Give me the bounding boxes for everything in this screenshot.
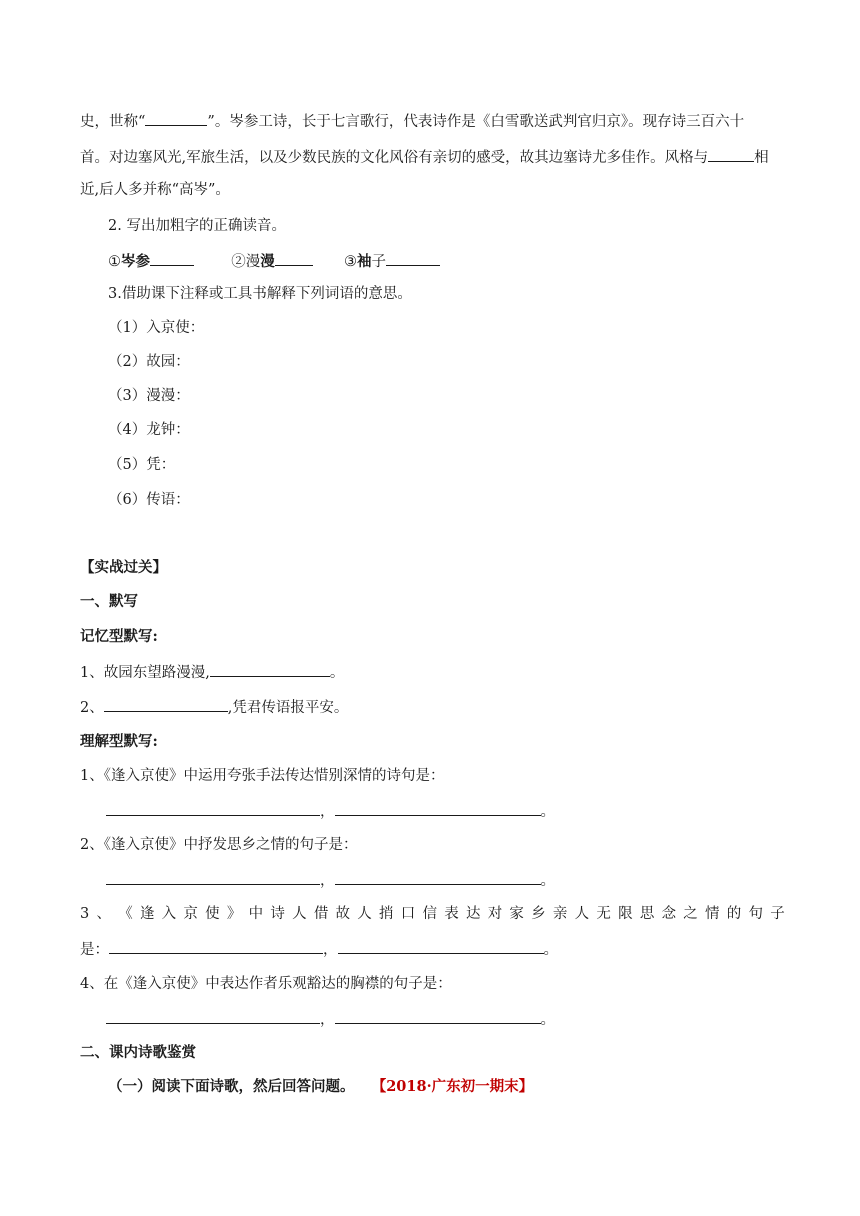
answer-line: [80, 800, 555, 822]
q3-item: （5）凭：: [108, 457, 176, 473]
separator: 。: [540, 1012, 555, 1028]
spread-char: 限: [618, 906, 633, 922]
spread-char: 人: [357, 906, 372, 922]
answer-blank[interactable]: [275, 250, 313, 266]
spread-char: 对: [487, 906, 503, 922]
answer-blank[interactable]: [386, 250, 440, 266]
separator: 。: [540, 873, 555, 889]
section-dictation: 一、默写: [80, 593, 138, 610]
question-2-items: [108, 250, 440, 272]
memory-text: 1、故园东望路漫漫,: [80, 665, 210, 681]
answer-blank[interactable]: [104, 696, 228, 712]
understanding-item-4: 4、在《逢入京使》中表达作者乐观豁达的胸襟的句子是：: [80, 976, 452, 992]
bold-char: 袖: [356, 253, 372, 270]
intro-text: 史，世称“: [80, 114, 146, 130]
spread-char: 信: [422, 906, 437, 922]
understanding-dictation-title: 理解型默写:: [80, 733, 158, 750]
spread-char: 人: [292, 906, 307, 922]
intro-text: 首。对边塞风光,军旅生活，以及少数民族的文化风俗有亲切的感受，故其边塞诗尤多佳作。风格与: [80, 150, 709, 166]
spread-char: 情: [705, 906, 720, 922]
intro-text: 相: [754, 150, 769, 166]
spread-char: 《: [118, 906, 133, 922]
spread-char: 故: [335, 906, 351, 922]
intro-line-1: [80, 110, 744, 132]
spread-char: 3: [80, 906, 90, 922]
spread-char: 逢: [139, 906, 155, 922]
spread-char: 口: [400, 906, 416, 922]
answer-line: [80, 938, 558, 960]
spread-char: 之: [683, 906, 698, 922]
spread-char: 思: [639, 906, 655, 922]
answer-blank[interactable]: [106, 1008, 320, 1024]
q3-item: （3）漫漫：: [108, 388, 190, 404]
practice-header: 【实战过关】: [80, 559, 167, 576]
source-tag: 【2018·广东初一期末】: [371, 1078, 534, 1095]
spread-char: 家: [509, 906, 524, 922]
spread-char: 人: [574, 906, 590, 922]
spread-char: 借: [313, 906, 329, 922]
spread-char: 使: [205, 906, 220, 922]
understanding-item-1: 1、《逢入京使》中运用夸张手法传达惜别深情的诗句是：: [80, 768, 445, 784]
prefix-text: 是：: [80, 942, 109, 958]
intro-line-2: [80, 146, 769, 168]
reading-instruction: [108, 1077, 533, 1097]
spread-char: 中: [248, 906, 264, 922]
spread-char: 句: [748, 906, 763, 922]
answer-blank[interactable]: [338, 938, 544, 954]
separator: ，: [320, 1012, 335, 1028]
section-poetry-appreciation: 二、课内诗歌鉴赏: [80, 1044, 196, 1061]
plain-char: 子: [371, 254, 386, 270]
spread-char: 乡: [531, 906, 546, 922]
answer-blank[interactable]: [106, 869, 320, 885]
memory-item-1: [80, 661, 344, 683]
separator: 。: [543, 942, 558, 958]
spread-char: 京: [183, 906, 198, 922]
answer-blank[interactable]: [106, 800, 320, 816]
bold-char: 岑参: [121, 253, 150, 270]
separator: ，: [320, 873, 335, 889]
answer-blank[interactable]: [109, 938, 323, 954]
answer-line: [80, 869, 555, 891]
answer-blank[interactable]: [210, 661, 330, 677]
plain-char: 漫: [245, 254, 261, 270]
question-3-title: 3.借助课下注释或工具书解释下列词语的意思。: [108, 286, 412, 302]
spread-char: 、: [96, 906, 111, 922]
separator: 。: [540, 804, 555, 820]
understanding-item-3: [80, 904, 785, 924]
spread-char: 亲: [552, 906, 568, 922]
question-2-title: 2. 写出加粗字的正确读音。: [108, 218, 286, 234]
q3-item: （1）入京使：: [108, 320, 205, 336]
spread-char: 表: [444, 906, 459, 922]
reading-text: （一）阅读下面诗歌，然后回答问题。: [108, 1078, 355, 1095]
spread-char: 入: [161, 906, 177, 922]
spread-char: 念: [661, 906, 677, 922]
understanding-item-2: 2、《逢入京使》中抒发思乡之情的句子是：: [80, 837, 358, 853]
intro-text: ”。岑参工诗，长于七言歌行，代表诗作是《白雪歌送武判官归京》。现存诗三百六十: [207, 114, 745, 130]
item-number: ①: [108, 254, 121, 270]
spread-char: 达: [465, 906, 481, 922]
memory-text: ,凭君传语报平安。: [227, 700, 349, 716]
bold-char: 漫: [260, 253, 275, 270]
answer-line: [80, 1008, 555, 1030]
memory-dictation-title: 记忆型默写:: [80, 628, 158, 645]
spread-char: 子: [770, 906, 785, 922]
answer-blank[interactable]: [335, 1008, 541, 1024]
spread-char: 无: [596, 906, 611, 922]
item-number: ②: [231, 254, 246, 270]
q3-item: （4）龙钟：: [108, 422, 190, 438]
answer-blank[interactable]: [150, 250, 194, 266]
memory-text: 。: [329, 665, 345, 681]
spread-char: 的: [726, 906, 742, 922]
answer-blank[interactable]: [335, 869, 541, 885]
separator: ，: [323, 942, 338, 958]
spread-char: 诗: [270, 906, 285, 922]
answer-blank[interactable]: [708, 146, 754, 162]
spread-char: 捎: [379, 906, 394, 922]
answer-blank[interactable]: [145, 110, 207, 126]
q3-item: （2）故园：: [108, 354, 190, 370]
item-number: ③: [343, 254, 357, 270]
memory-text: 2、: [80, 700, 104, 716]
separator: ，: [320, 804, 335, 820]
q3-item: （6）传语：: [108, 492, 190, 508]
intro-line-3: 近,后人多并称“高岑”。: [80, 182, 230, 198]
answer-blank[interactable]: [335, 800, 541, 816]
memory-item-2: [80, 696, 348, 718]
spread-char: 》: [226, 906, 242, 922]
